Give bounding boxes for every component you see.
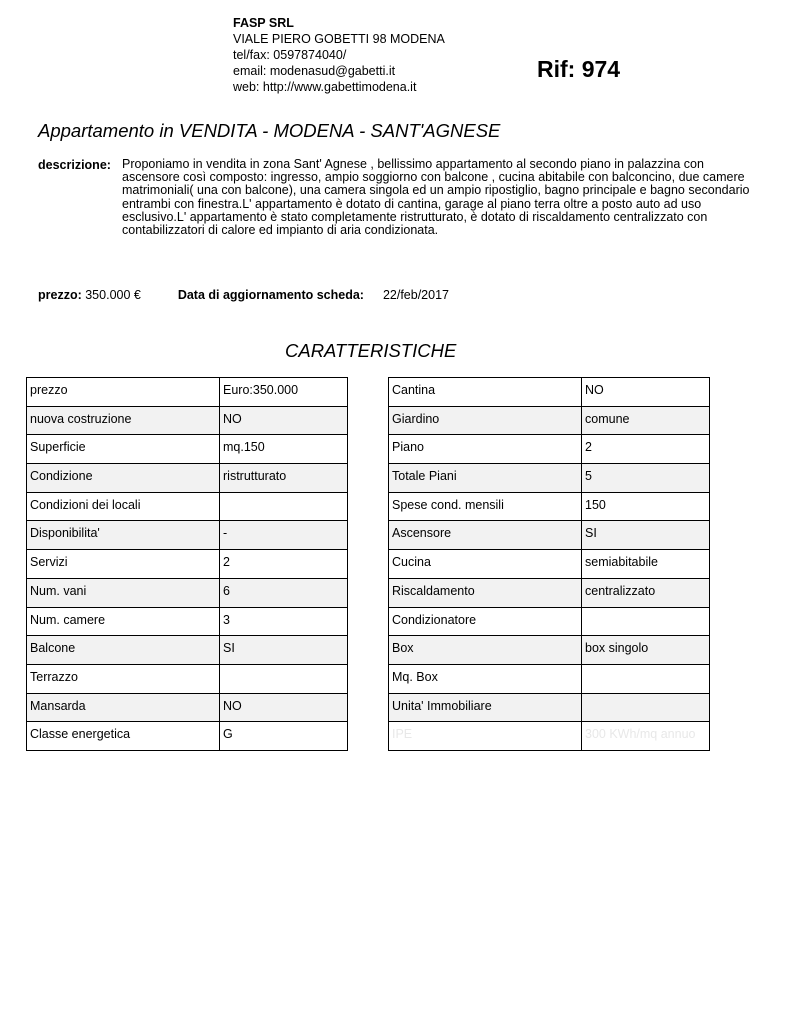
feature-key: Box [389,636,582,665]
feature-value: centralizzato [582,578,710,607]
feature-value: NO [220,693,348,722]
price-label: prezzo: [38,288,82,302]
feature-value: NO [582,378,710,407]
agency-address: VIALE PIERO GOBETTI 98 MODENA [233,32,445,46]
feature-key: Terrazzo [27,664,220,693]
feature-key: Classe energetica [27,722,220,751]
feature-key: Spese cond. mensili [389,492,582,521]
feature-value [582,607,710,636]
feature-value: 6 [220,578,348,607]
feature-value: semiabitabile [582,550,710,579]
update-date-label: Data di aggiornamento scheda: [177,288,364,302]
table-row [27,636,348,665]
table-row [27,664,348,693]
table-row [389,550,710,579]
feature-value: ristrutturato [220,464,348,493]
feature-key: Mansarda [27,693,220,722]
update-date-value: 22/feb/2017 [382,288,449,302]
feature-value: 2 [582,435,710,464]
feature-value [582,664,710,693]
feature-value: NO [220,406,348,435]
table-row [389,521,710,550]
table-row [27,492,348,521]
feature-key: Balcone [27,636,220,665]
feature-value: Euro:350.000 [220,378,348,407]
table-row [27,722,348,751]
feature-key: Totale Piani [389,464,582,493]
section-title: CARATTERISTICHE [285,340,457,361]
feature-key: Disponibilita' [27,521,220,550]
table-row [27,435,348,464]
feature-value: SI [220,636,348,665]
feature-value: 5 [582,464,710,493]
table-row [27,406,348,435]
page-title: Appartamento in VENDITA - MODENA - SANT'AGNESE [38,120,501,141]
feature-value: G [220,722,348,751]
features-table-left [26,377,348,751]
feature-key: Ascensore [389,521,582,550]
feature-key: Cantina [389,378,582,407]
feature-value: 150 [582,492,710,521]
agency-info [233,15,445,95]
table-row [27,378,348,407]
feature-value: SI [582,521,710,550]
table-row [389,378,710,407]
table-row [27,578,348,607]
feature-key: nuova costruzione [27,406,220,435]
feature-value: box singolo [582,636,710,665]
feature-value: comune [582,406,710,435]
table-row [389,435,710,464]
table-row [389,693,710,722]
feature-value: 300 KWh/mq annuo [582,722,710,751]
table-row [389,492,710,521]
table-row [389,636,710,665]
feature-key: Riscaldamento [389,578,582,607]
table-row [389,406,710,435]
price-row [38,288,449,302]
feature-value [220,492,348,521]
table-row [27,521,348,550]
feature-key: Superficie [27,435,220,464]
feature-key: Piano [389,435,582,464]
feature-value [220,664,348,693]
features-table-right [388,377,710,751]
feature-key: Condizione [27,464,220,493]
agency-name: FASP SRL [233,16,294,30]
table-row [389,664,710,693]
feature-value: mq.150 [220,435,348,464]
feature-key: IPE [389,722,582,751]
feature-key: Unita' Immobiliare [389,693,582,722]
description-text: Proponiamo in vendita in zona Sant' Agnese , bellissimo appartamento al secondo piano in palazzina con ascensore così composto: ingresso, ampio soggiorno con balcone , cucina abitabile con balconcino, due camere matrimoniali( una con balcone), una camera singola ed un ampio ripostiglio, bagno principale e bagno secondario entrambi con finestra.L' appartamento è dotato di cantina, garage al piano terra oltre a posto auto ad uso esclusivo.L' appartamento è stato completamente ristrutturato, è dotato di riscaldamento centralizzato con contabilizzatori di calore ed impianto di aria condizionata. [122,157,750,238]
table-row [27,607,348,636]
agency-web: web: http://www.gabettimodena.it [233,80,417,94]
table-row [389,464,710,493]
reference-number: Rif: 974 [537,56,621,82]
feature-value: 3 [220,607,348,636]
feature-key: prezzo [27,378,220,407]
feature-key: Condizioni dei locali [27,492,220,521]
feature-key: Mq. Box [389,664,582,693]
table-row [27,550,348,579]
agency-phone: tel/fax: 0597874040/ [233,48,347,62]
table-row [389,607,710,636]
table-row [389,722,710,751]
feature-key: Condizionatore [389,607,582,636]
feature-key: Cucina [389,550,582,579]
feature-value [582,693,710,722]
table-row [27,693,348,722]
price-value: 350.000 € [85,288,141,302]
table-row [27,464,348,493]
description-label: descrizione: [38,158,111,172]
feature-key: Giardino [389,406,582,435]
feature-key: Servizi [27,550,220,579]
feature-key: Num. vani [27,578,220,607]
feature-value: 2 [220,550,348,579]
feature-value: - [220,521,348,550]
agency-email: email: modenasud@gabetti.it [233,64,396,78]
feature-key: Num. camere [27,607,220,636]
table-row [389,578,710,607]
